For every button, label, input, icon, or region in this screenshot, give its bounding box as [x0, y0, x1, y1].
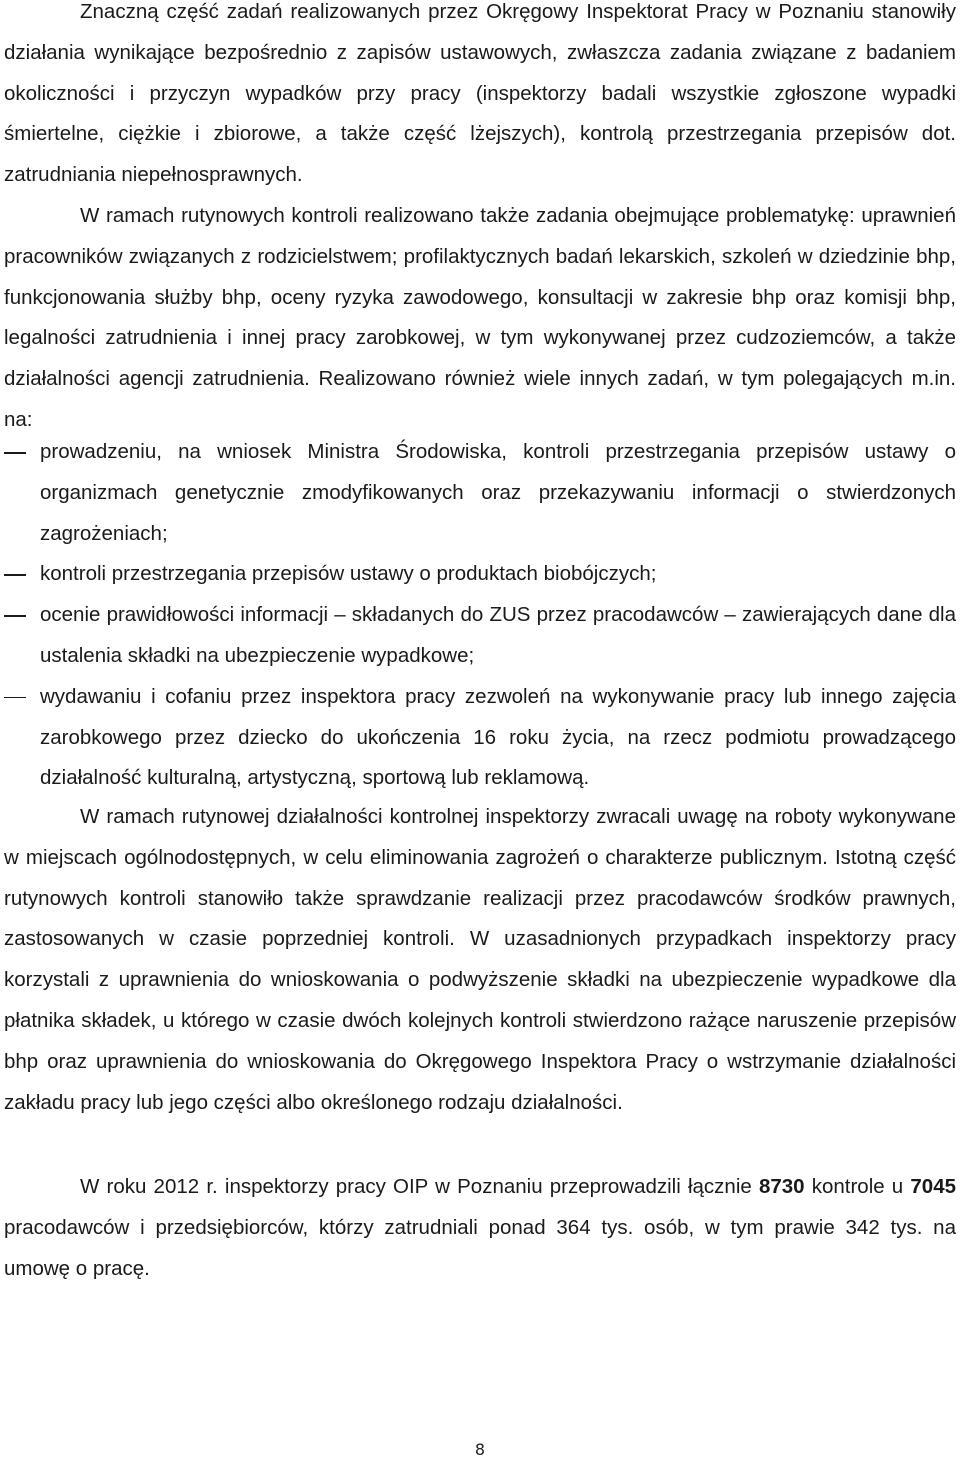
paragraph-4: [4, 1167, 956, 1289]
list-item-text: wydawaniu i cofaniu przez inspektora pracy zezwoleń na wykonywanie pracy lub innego zajęcia zarobkowego przez dziecko do ukończenia 16 roku życia, na rzecz podmiotu prowadzącego działalność kulturalną, artystyczną, sportową lub reklamową.: [40, 684, 956, 790]
paragraph-3: W ramach rutynowej działalności kontrolnej inspektorzy zwracali uwagę na roboty wykonywane w miejscach ogólnodostępnych, w celu eliminowania zagrożeń o charakterze publicznym. Istotną część rutynowych kontroli stanowiło także sprawdzanie realizacji przez pracodawców środków prawnych, zastosowanych w czasie poprzedniej kontroli. W uzasadnionych przypadkach inspektorzy pracy korzystali z uprawnienia do wnioskowania o podwyższenie składki na ubezpieczenie wypadkowe dla płatnika składek, u którego w czasie dwóch kolejnych kontroli stwierdzono rażące naruszenie przepisów bhp oraz uprawnienia do wnioskowania do Okręgowego Inspektora Pracy o wstrzymanie działalności zakładu pracy lub jego części albo określonego rodzaju działalności.: [4, 805, 956, 1114]
list-item: [4, 677, 956, 799]
paragraph-1: Znaczną część zadań realizowanych przez Okręgowy Inspektorat Pracy w Poznaniu stanowiły działania wynikające bezpośrednio z zapisów ustawowych, zwłaszcza zadania związane z badaniem okoliczności i przyczyn wypadków przy pracy (inspektorzy badali wszystkie zgłoszone wypadki śmiertelne, ciężkie i zbiorowe, a także część lżejszych), kontrolą przestrzegania przepisów dot. zatrudniania niepełnosprawnych.: [4, 0, 956, 187]
dash-bullet: [4, 697, 26, 699]
list-item-text: prowadzeniu, na wniosek Ministra Środowiska, kontroli przestrzegania przepisów ustawy o organizmach genetycznie zmodyfikowanych oraz przekazywaniu informacji o stwierdzonych zagrożeniach;: [40, 440, 956, 545]
list-item-text: ocenie prawidłowości informacji – składanych do ZUS przez pracodawców – zawierających dane dla ustalenia składki na ubezpieczenie wypadkowe;: [40, 603, 956, 667]
dash-bullet: [4, 452, 26, 454]
list-item: [4, 432, 956, 554]
paragraph-2: W ramach rutynowych kontroli realizowano także zadania obejmujące problematykę: uprawnień pracowników związanych z rodzicielstwem; profilaktycznych badań lekarskich, szkoleń w dziedzinie bhp, funkcjonowania służby bhp, oceny ryzyka zawodowego, konsultacji w zakresie bhp oraz komisji bhp, legalności zatrudnienia i innej pracy zarobkowej, w tym wykonywanej przez cudzoziemców, a także działalności agencji zatrudnienia. Realizowano również wiele innych zadań, w tym polegających m.in. na:: [4, 204, 956, 431]
page-number: 8: [474, 1440, 486, 1459]
dash-bullet: [4, 615, 26, 617]
list-item: [4, 554, 956, 595]
task-list: [4, 432, 956, 799]
list-item: [4, 595, 956, 677]
list-item-text: kontroli przestrzegania przepisów ustawy o produktach biobójczych;: [40, 562, 657, 586]
dash-bullet: [4, 574, 26, 576]
employers-count: 7045: [910, 1175, 956, 1198]
paragraph-4-part-2: kontrole u: [804, 1175, 911, 1198]
inspections-count: 8730: [758, 1175, 805, 1198]
paragraph-4-part-3: pracodawców i przedsiębiorców, którzy zatrudniali ponad 364 tys. osób, w tym prawie 342 tys. na umowę o pracę.: [4, 1215, 956, 1280]
paragraph-4-part-1: W roku 2012 r. inspektorzy pracy OIP w Poznaniu przeprowadzili łącznie: [80, 1175, 759, 1198]
